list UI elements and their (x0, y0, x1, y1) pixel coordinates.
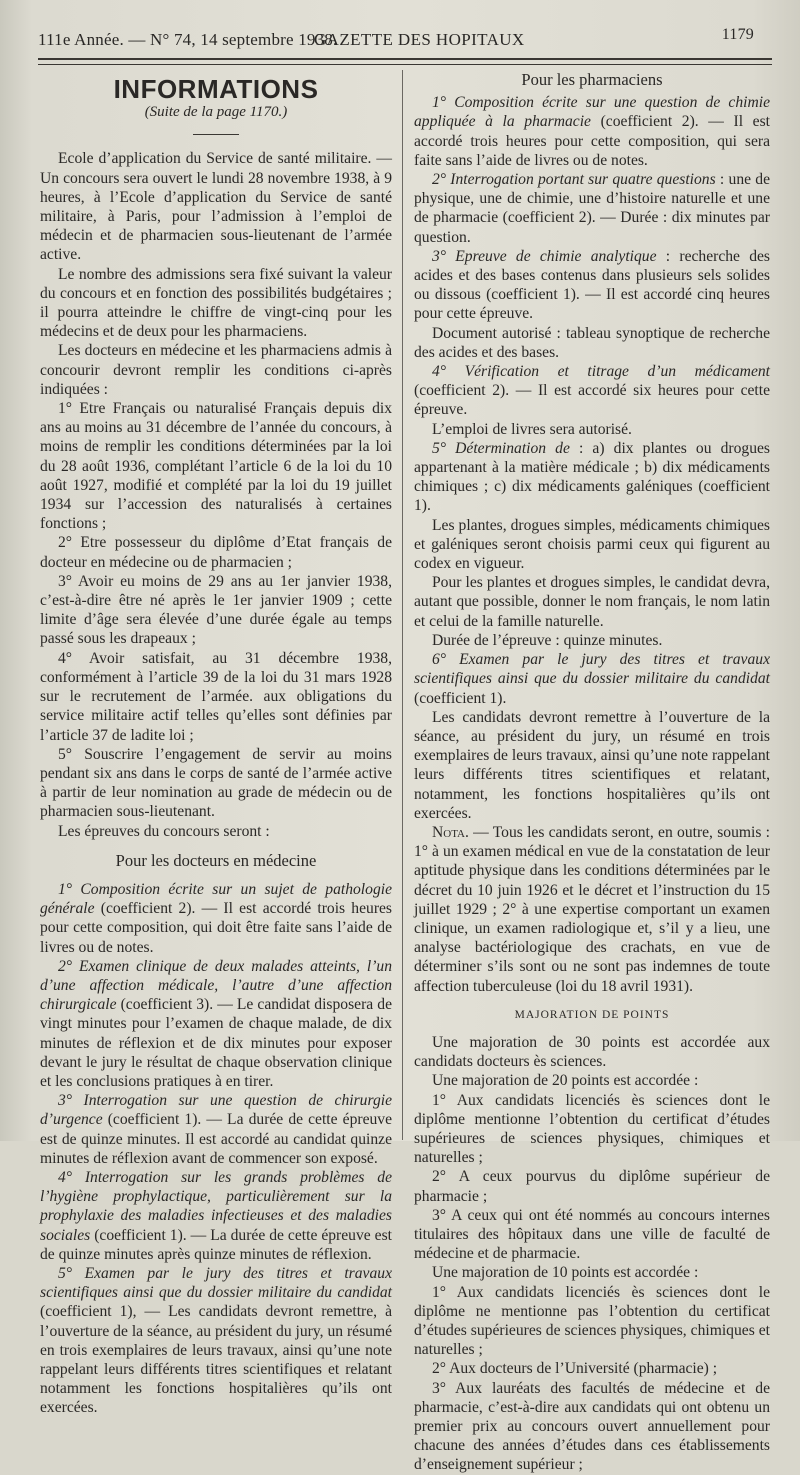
paragraph: Pour les plantes et drogues simples, le candidat devra, autant que possible, donner le nom français, le nom latin et celui de la famille naturelle. (414, 574, 770, 630)
paragraph: 5° Souscrire l’engagement de servir au moins pendant six ans dans le corps de santé de l’armée active à partir de leur nomination au grade de médecin ou de pharmacien sous-lieutenant. (40, 745, 392, 821)
emphasis: 5° Examen par le jury des titres et travaux scientifiques ainsi que du dossier militaire du candidat (40, 1264, 392, 1302)
paragraph (414, 93, 770, 170)
emphasis: 1° Composition écrite sur une question de chimie appliquée à la pharmacie (414, 94, 770, 131)
text: — Tous les candidats seront, en outre, soumis : 1° à un examen médical en vue de la constatation de leur aptitude physique dans les conditions déterminées par le décret du 10 juin 1926 et le décret et l’instruction du 15 juillet 1929 ; 2° à une expertise comportant un examen clinique, un examen radiologique et, s’il y a lieu, une analyse bactériologique des crachats, en vue de déterminer s’ils sont ou ne sont pas indemnes de toute affection tuberculeuse (loi du 18 avril 1931). (414, 823, 770, 995)
paragraph: Ecole d’application du Service de santé militaire. — Un concours sera ouvert le lundi 28 novembre 1938, à 9 heures, à l’Ecole d’application du Service de santé militaire, à Paris, pour l’admission à l’emploi de médecin et de pharmacien sous-lieutenant de l’armée active. (40, 150, 392, 264)
paragraph (40, 1091, 392, 1168)
paragraph: 1° Aux candidats licenciés ès sciences dont le diplôme ne mentionne pas l’obtention du certificat d’études supérieures de sciences physiques, chimiques et naturelles ; (414, 1283, 770, 1359)
paragraph: Une majoration de 20 points est accordée : (432, 1072, 699, 1090)
header-rule (38, 58, 772, 60)
paragraph (414, 439, 770, 516)
paragraph: 1° Etre Français ou naturalisé Français depuis dix ans au moins au 31 décembre de l’année du concours, à moins de remplir les conditions déterminées par la loi du 28 août 1936, complétant l’article 6 de la loi du 10 août 1927, modifié et complété par la loi du 19 juillet 1934 sur l’accession des naturalisés à certaines fonctions ; (40, 400, 392, 533)
text: : une de physique, une de chimie, une d’histoire naturelle et une de pharmacie (coefficient 2). — Durée : dix minutes par question. (414, 171, 771, 246)
text: : a) dix plantes ou drogues appartenant à la matière médicale ; b) dix médicaments chimiques ; c) dix médicaments galéniques (coefficient 1). (414, 439, 770, 515)
page-number: 1179 (721, 26, 754, 43)
paragraph (414, 823, 770, 996)
paragraph: Une majoration de 10 points est accordée : (432, 1264, 699, 1282)
paragraph: 3° A ceux qui ont été nommés au concours internes titulaires des hôpitaux dans une ville de faculté de médecine et de pharmacie. (414, 1206, 770, 1263)
text: (coefficient 1). — La durée de cette épreuve est de quinze minutes. Il est accordé au candidat quinze minutes de réflexion avant de commencer son exposé. (40, 1111, 392, 1167)
paragraph: 4° Avoir satisfait, au 31 décembre 1938, conformément à l’article 39 de la loi du 31 mars 1928 sur le recrutement de l’armée. aux obligations du service militaire actif telles qu’elles sont définies par l’article 37 de ladite loi ; (40, 649, 392, 744)
issue-info: 111e Année. — N° 74, 14 septembre 1938. (38, 30, 338, 49)
journal-title: GAZETTE DES HOPITAUX (314, 30, 525, 49)
paragraph: Les épreuves du concours seront : (58, 822, 270, 840)
paragraph: L’emploi de livres sera autorisé. (432, 420, 632, 438)
subsection-title-pharmaciens: Pour les pharmaciens (521, 70, 663, 89)
paragraph: Durée de l’épreuve : quinze minutes. (432, 631, 663, 649)
text: : recherche des acides et des bases contenus dans plusieurs sels solides ou dissous (coefficient 1). — Il est accordé cinq heures pour cette épreuve. (414, 247, 770, 323)
paragraph: 1° Aux candidats licenciés ès sciences dont le diplôme mentionne l’obtention du certificat d’études supérieures de sciences physiques, chimiques et naturelles ; (414, 1091, 770, 1167)
paragraph (414, 650, 770, 708)
text: (coefficient 1). — La durée de cette épreuve est de quinze minutes après quinze minutes de réflexion. (40, 1226, 392, 1263)
paragraph (40, 1168, 392, 1264)
text: (coefficient 1), — Les candidats devront remettre, à l’ouverture de la séance, au président du jury, un résumé en trois exemplaires de leurs travaux, ainsi qu’une note rappelant leurs différents titres scientifiques et relatant notamment les fonctions hospitalières qu’ils ont exercées. (40, 1303, 392, 1417)
paragraph: Les candidats devront remettre à l’ouverture de la séance, au président du jury, un résumé en trois exemplaires de leurs travaux, ainsi qu’une note rappelant leurs différents titres scientifiques et relatant, notamment, les fonctions hospitalières qu’ils ont exercées. (414, 708, 770, 822)
emphasis: 2° Examen clinique de deux malades atteints, l’un d’une affection médicale, l’autre d’une affection chirurgicale (40, 957, 392, 1014)
paragraph: 3° Avoir eu moins de 29 ans au 1er janvier 1938, c’est-à-dire être né après le 1er janvier 1909 ; cette limite d’âge sera élevée d’une durée égale au temps passé sous les drapeaux ; (40, 572, 392, 648)
subsection-title-majoration: MAJORATION DE POINTS (514, 1008, 670, 1021)
paragraph (40, 957, 392, 1091)
emphasis: 5° Détermination de (432, 439, 570, 457)
paragraph: Document autorisé : tableau synoptique de recherche des acides et des bases. (414, 324, 770, 361)
paragraph: 2° A ceux pourvus du diplôme supérieur de pharmacie ; (414, 1168, 770, 1205)
paragraph (414, 362, 770, 420)
text: (coefficient 3). — Le candidat disposera de vingt minutes pour l’examen de chaque malade, de dix minutes de réflexion et de dix minutes pour exposer devant le jury le résultat de chaque observation clinique et les conclusions pratiques à en tirer. (40, 996, 392, 1090)
emphasis: 4° Vérification et titrage d’un médicament (432, 363, 770, 381)
right-column (414, 70, 770, 1475)
short-divider (193, 134, 239, 135)
emphasis: 6° Examen par le jury des titres et travaux scientifiques ainsi que du dossier militaire du candidat (414, 651, 770, 688)
paragraph (414, 170, 770, 247)
text: (coefficient 2). — Il est accordé trois heures pour cette composition, qui doit être faite sans l’aide de livres ou de notes. (40, 900, 392, 956)
paragraph (40, 1264, 392, 1418)
continuation-note: (Suite de la page 1170.) (144, 104, 288, 121)
paragraph (40, 880, 392, 957)
left-column (40, 70, 392, 1418)
emphasis: 2° Interrogation portant sur quatre questions (432, 171, 716, 189)
column-divider (402, 70, 403, 1140)
text: (coefficient 2). — Il est accordé six heures pour cette épreuve. (414, 382, 770, 419)
emphasis: 4° Interrogation sur les grands problèmes de l’hygiène prophylactique, particulièrement sur la prophylaxie des maladies infectieuses et des maladies sociales (40, 1168, 392, 1244)
emphasis: 3° Interrogation sur une question de chirurgie d’urgence (40, 1092, 392, 1129)
paragraph: 3° Aux lauréats des facultés de médecine et de pharmacie, c’est-à-dire aux candidats qui ont obtenu un premier prix au concours ouvert annuellement pour chacune des années d’études dans ces établissements d’enseignement supérieur ; (414, 1379, 770, 1474)
subsection-title-medecins: Pour les docteurs en médecine (115, 850, 317, 870)
nota-label: Nota. (432, 823, 469, 841)
paragraph: Le nombre des admissions sera fixé suivant la valeur du concours et en fonction des possibilités budgétaires ; il pourra atteindre le chiffre de vingt-cinq pour les médecins et de deux pour les pharmaciens. (40, 265, 392, 341)
paragraph: Les docteurs en médecine et les pharmaciens admis à concourir devront remplir les conditions ci-après indiquées : (40, 342, 392, 398)
header-rule-thin (38, 64, 772, 65)
text: (coefficient 2). — Il est accordé trois heures pour cette composition, qui sera faite sans l’aide de livres ou de notes. (414, 113, 770, 169)
paragraph (414, 247, 770, 324)
paragraph: 2° Etre possesseur du diplôme d’Etat français de docteur en médecine ou de pharmacien ; (40, 534, 392, 571)
text: (coefficient 1). (414, 689, 507, 707)
section-title-informations: INFORMATIONS (113, 74, 319, 104)
paragraph: Les plantes, drogues simples, médicaments chimiques et galéniques seront choisis parmi ceux qui figurent au codex en vigueur. (414, 516, 770, 573)
emphasis: 3° Epreuve de chimie analytique (432, 247, 657, 265)
page-header (38, 26, 762, 60)
paragraph: 2° Aux docteurs de l’Université (pharmacie) ; (432, 1360, 718, 1378)
emphasis: 1° Composition écrite sur un sujet de pathologie générale (40, 880, 392, 918)
paragraph: Une majoration de 30 points est accordée aux candidats docteurs ès sciences. (414, 1033, 770, 1071)
